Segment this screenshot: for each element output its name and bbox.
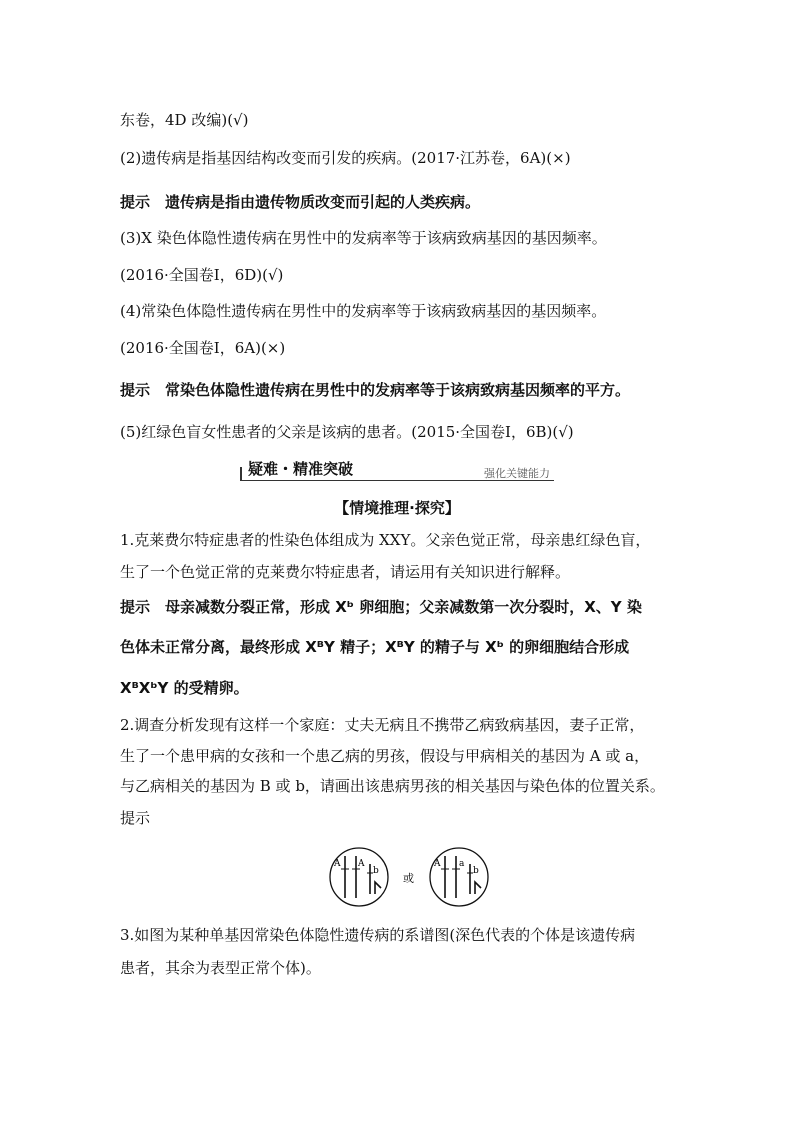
- q2-line-2: 生了一个患甲病的女孩和一个患乙病的男孩，假设与甲病相关的基因为 A 或 a，: [120, 747, 650, 765]
- left-label-1: A: [334, 859, 341, 869]
- q3-line-1: 3.如图为某种单基因常染色体隐性遗传病的系谱图(深色代表的个体是该遗传病: [120, 926, 636, 944]
- q2-line-3: 与乙病相关的基因为 B 或 b，请画出该患病男孩的相关基因与染色体的位置关系。: [120, 777, 665, 795]
- section-banner: [240, 455, 554, 481]
- q1-hint-2: 色体未正常分离，最终形成 XᴮY 精子；XᴮY 的精子与 Xᵇ 的卵细胞结合形成: [120, 638, 630, 656]
- left-label-3: b: [373, 866, 379, 876]
- line-6: (4)常染色体隐性遗传病在男性中的发病率等于该病致病基因的基因频率。: [120, 302, 607, 320]
- line-1: 东卷，4D 改编)(√): [120, 111, 249, 129]
- line-7: (2016·全国卷Ⅰ，6A)(×): [120, 339, 286, 357]
- hint-line-3: 提示 遗传病是指由遗传物质改变而引起的人类疾病。: [120, 193, 481, 211]
- right-label-1: A: [434, 859, 441, 869]
- right-chromosome-y: [475, 882, 481, 894]
- right-label-2: a: [459, 859, 465, 869]
- q2-hint: 提示: [120, 809, 151, 827]
- chromosome-diagram: [325, 846, 495, 908]
- left-chromosome-y: [375, 882, 381, 894]
- left-cell: [330, 848, 388, 906]
- banner-underline: [240, 480, 554, 481]
- hint-line-8: 提示 常染色体隐性遗传病在男性中的发病率等于该病致病基因频率的平方。: [120, 381, 631, 399]
- line-9: (5)红绿色盲女性患者的父亲是该病的患者。(2015·全国卷Ⅰ，6B)(√): [120, 423, 574, 441]
- line-2: (2)遗传病是指基因结构改变而引发的疾病。(2017·江苏卷，6A)(×): [120, 149, 571, 167]
- q3-line-2: 患者，其余为表型正常个体)。: [120, 959, 321, 977]
- q1-hint-1: 提示 母亲减数分裂正常，形成 Xᵇ 卵细胞；父亲减数第一次分裂时，X、Y 染: [120, 598, 642, 616]
- line-5: (2016·全国卷Ⅰ，6D)(√): [120, 266, 284, 284]
- banner-tick: [240, 467, 242, 481]
- or-text: 或: [403, 872, 414, 885]
- banner-subtitle: 强化关键能力: [484, 467, 550, 480]
- line-4: (3)X 染色体隐性遗传病在男性中的发病率等于该病致病基因的基因频率。: [120, 229, 607, 247]
- right-label-3: b: [473, 866, 479, 876]
- banner-title: 疑难・精准突破: [248, 460, 354, 478]
- q1-line-2: 生了一个色觉正常的克莱费尔特症患者，请运用有关知识进行解释。: [120, 563, 571, 581]
- q1-line-1: 1.克莱费尔特症患者的性染色体组成为 XXY。父亲色觉正常，母亲患红绿色盲，: [120, 531, 651, 549]
- section-title: 【情境推理·探究】: [334, 499, 460, 517]
- right-cell: [430, 848, 488, 906]
- chromosome-svg: [325, 846, 495, 908]
- q1-hint-3: XᴮXᵇY 的受精卵。: [120, 679, 249, 697]
- q2-line-1: 2.调查分析发现有这样一个家庭：丈夫无病且不携带乙病致病基因，妻子正常，: [120, 716, 645, 734]
- left-label-2: A: [358, 859, 365, 869]
